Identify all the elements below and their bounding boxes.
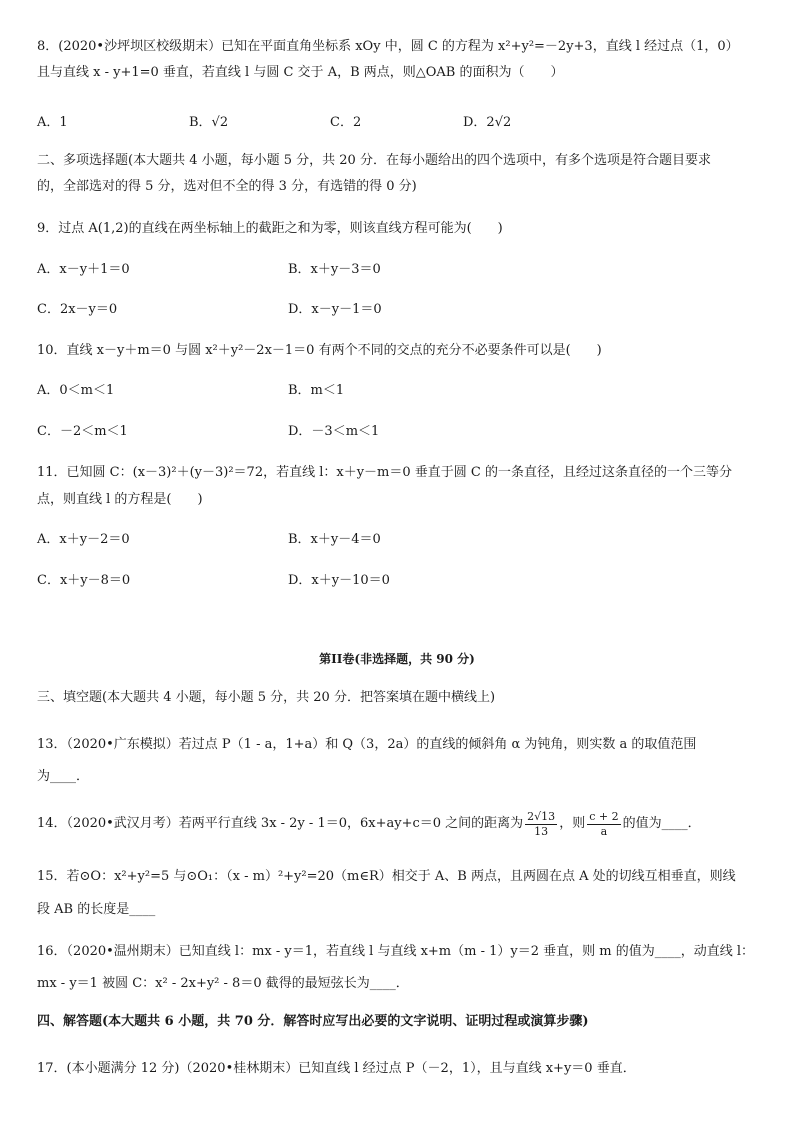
q10-stem: 10．直线 x－y＋m＝0 与圆 x²＋y²－2x－1＝0 有两个不同的交点的充分不必要条件可以是( ): [37, 343, 602, 358]
q14-text-mid: ，则: [559, 816, 586, 831]
q8-option-c: C．2: [330, 115, 362, 130]
q11-option-c: C．x＋y－8＝0: [37, 573, 131, 588]
q14-fraction-expression-numerator: c + 2: [589, 809, 619, 823]
q14-fraction-distance-denominator: 13: [534, 824, 549, 838]
q14-fraction-distance-numerator: 2√13: [527, 809, 556, 823]
q17-stem: 17．(本小题满分 12 分)（2020•桂林期末）已知直线 l 经过点 P（－2，1），且与直线 x+y＝0 垂直．: [37, 1061, 636, 1076]
q11-stem-line1: 11．已知圆 C：(x－3)²＋(y－3)²＝72，若直线 l：x＋y－m＝0 垂直于圆 C 的一条直径，且经过这条直径的一个三等分: [37, 465, 732, 480]
q11-option-b: B．x＋y－4＝0: [288, 532, 381, 547]
q11-stem-line2: 点，则直线 l 的方程是( ): [37, 492, 203, 507]
q8-option-a: A．1: [37, 115, 68, 130]
q11-option-a: A．x＋y－2＝0: [37, 532, 130, 547]
q8-stem-line1: 8．(2020•沙坪坝区校级期末）已知在平面直角坐标系 xOy 中，圆 C 的方程为 x²+y²=－2y+3，直线 l 经过点（1，0）: [37, 39, 739, 54]
part2-title: 第II卷(非选择题，共 90 分): [319, 652, 475, 666]
q14-fraction-distance: [525, 810, 557, 839]
section2-heading-line1: 二、多项选择题(本大题共 4 小题，每小题 5 分，共 20 分．在每小题给出的四个选项中，有多个选项是符合题目要求: [37, 153, 711, 168]
section3-heading: 三、填空题(本大题共 4 小题，每小题 5 分，共 20 分．把答案填在题中横线上): [37, 690, 496, 705]
q11-option-d: D．x＋y－10＝0: [288, 573, 390, 588]
q8-option-d: D．2√2: [463, 115, 512, 130]
q10-option-d: D．－3＜m＜1: [288, 424, 380, 439]
q9-option-b: B．x＋y－3＝0: [288, 262, 381, 277]
q9-option-d: D．x－y－1＝0: [288, 302, 382, 317]
section2-heading-line2: 的，全部选对的得 5 分，选对但不全的得 3 分，有选错的得 0 分): [37, 179, 417, 194]
q14-text-post: 的值为____．: [622, 816, 701, 831]
q16-stem-line1: 16．（2020•温州期末）已知直线 l：mx - y＝1，若直线 l 与直线 x+m（m - 1）y＝2 垂直，则 m 的值为____，动直线 l：: [37, 944, 755, 959]
q13-stem-line1: 13．（2020•广东模拟）若过点 P（1 - a，1+a）和 Q（3，2a）的直线的倾斜角 α 为钝角，则实数 a 的取值范围: [37, 737, 697, 752]
q15-stem-line1: 15．若⊙O：x²+y²=5 与⊙O₁：（x - m）²+y²=20（m∈R）相交于 A、B 两点，且两圆在点 A 处的切线互相垂直，则线: [37, 869, 736, 884]
section4-heading: 四、解答题(本大题共 6 小题，共 70 分．解答时应写出必要的文字说明、证明过程或演算步骤): [37, 1014, 589, 1029]
q8-option-b: B．√2: [189, 115, 229, 130]
q13-stem-line2: 为____．: [37, 769, 90, 784]
q8-stem-line2: 且与直线 x - y+1=0 垂直，若直线 l 与圆 C 交于 A，B 两点，则△OAB 的面积为（ ）: [37, 65, 564, 80]
q10-option-a: A．0＜m＜1: [37, 383, 115, 398]
q14-fraction-expression: [587, 810, 620, 839]
q10-option-c: C．－2＜m＜1: [37, 424, 128, 439]
q14-fraction-expression-denominator: a: [600, 824, 608, 838]
q15-stem-line2: 段 AB 的长度是____: [37, 902, 156, 917]
q14-stem: [37, 809, 701, 839]
q10-option-b: B．m＜1: [288, 383, 345, 398]
q14-text-pre: 14．（2020•武汉月考）若两平行直线 3x - 2y - 1＝0，6x+ay+c＝0 之间的距离为: [37, 816, 524, 831]
q9-option-c: C．2x－y＝0: [37, 302, 118, 317]
q16-stem-line2: mx - y＝1 被圆 C：x² - 2x+y² - 8＝0 截得的最短弦长为____．: [37, 976, 409, 991]
q9-option-a: A．x－y＋1＝0: [37, 262, 130, 277]
q9-stem: 9．过点 A(1,2)的直线在两坐标轴上的截距之和为零，则该直线方程可能为( ): [37, 221, 503, 236]
